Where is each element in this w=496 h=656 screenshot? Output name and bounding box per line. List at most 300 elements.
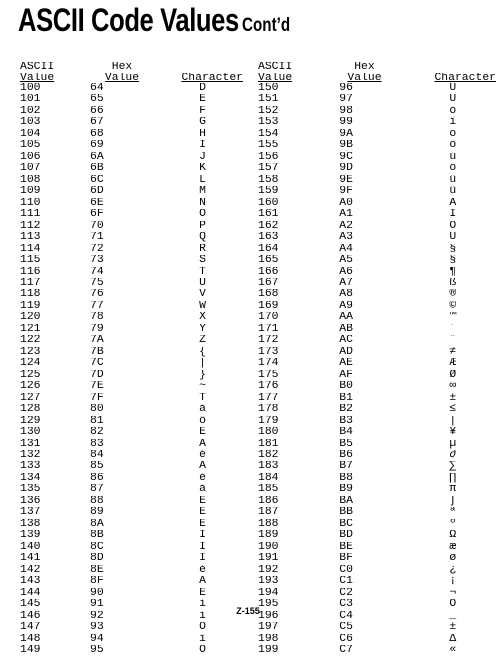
character-cell: N [199,197,206,209]
character-cell: ∞ [449,381,457,393]
table-row [258,312,496,323]
ascii-value-cell: 154 [258,128,279,140]
hex-value-cell: 6D [90,186,104,198]
table-row [258,519,496,530]
table-row [20,519,243,530]
ascii-value-cell: 105 [20,140,41,152]
ascii-value-cell: 139 [20,530,41,542]
character-cell: ª [449,507,457,519]
hex-value-cell: 91 [90,599,104,611]
ascii-value-cell: 136 [20,495,41,507]
table-row [258,439,496,450]
table-row [20,530,243,541]
hex-value-cell: B5 [339,438,353,450]
character-cell: Z [199,335,206,347]
character-cell: ´ [449,323,457,335]
table-row [20,152,243,163]
ascii-value-cell: 174 [258,358,279,370]
ascii-table-left-body [20,83,243,656]
table-row [20,324,243,335]
table-row [20,312,243,323]
hex-value-cell: 7E [90,381,104,393]
ascii-value-cell: 121 [20,323,41,335]
table-row [20,553,243,564]
ascii-value-header: Value [20,72,55,83]
hex-value-cell: B1 [339,392,353,404]
character-cell: X [199,312,206,324]
table-row [258,507,496,518]
ascii-value-cell: 147 [20,622,41,634]
table-row [258,427,496,438]
character-cell: I [449,209,457,221]
ascii-value-cell: 183 [258,461,279,473]
ascii-value-cell: 125 [20,369,41,381]
ascii-value-cell: 128 [20,404,41,416]
hex-value-cell: A4 [339,243,353,255]
hex-value-cell: AC [339,335,353,347]
character-cell: Δ [449,633,457,645]
character-cell: I [199,530,206,542]
hex-value-cell: C1 [339,576,353,588]
hex-value-cell: A8 [339,289,353,301]
character-cell: | [199,358,206,370]
table-row [258,416,496,427]
hex-value-cell: 8B [90,530,104,542]
ascii-value-cell: 190 [258,541,279,553]
character-cell: { [199,346,206,358]
character-cell: H [199,128,206,140]
hex-value-cell: B3 [339,415,353,427]
hex-value-cell: 65 [90,94,104,106]
character-cell: é [199,564,206,576]
table-row [258,324,496,335]
hex-value-cell: 83 [90,438,104,450]
hex-value-cell: 99 [339,117,353,129]
table-row [20,106,243,117]
character-cell: õ [449,163,457,175]
table-row [258,634,496,645]
hex-value-cell: 73 [90,255,104,267]
character-cell: T [199,266,206,278]
table-row [258,106,496,117]
hex-value-cell: 79 [90,323,104,335]
ascii-value-cell: 140 [20,541,41,553]
hex-value-cell: 9C [339,151,353,163]
ascii-value-cell: 155 [258,140,279,152]
ascii-value-cell: 131 [20,438,41,450]
character-cell: ö [449,128,457,140]
ascii-header: ASCII [20,62,55,73]
table-row [20,484,243,495]
ascii-value-cell: 114 [20,243,41,255]
character-cell: E [199,495,206,507]
hex-value-cell: B6 [339,450,353,461]
hex-value-cell: 6A [90,151,104,163]
character-cell: E [199,587,206,599]
character-cell: I [199,553,206,565]
hex-value-cell: 80 [90,404,104,416]
hex-value-cell: 8E [90,564,104,576]
character-cell: J [199,151,206,163]
hex-value-cell: BC [339,518,353,530]
table-row [258,347,496,358]
hex-value-cell: B8 [339,472,353,484]
ascii-value-header: Value [258,72,293,83]
hex-value-cell: 8C [90,541,104,553]
table-row [20,163,243,174]
ascii-value-cell: 180 [258,427,279,439]
character-cell: õ [449,140,457,152]
table-row [20,94,243,105]
ascii-value-cell: 176 [258,381,279,393]
ascii-value-cell: 175 [258,369,279,381]
ascii-value-cell: 195 [258,599,279,611]
ascii-value-cell: 113 [20,232,41,244]
hex-value-cell: AF [339,369,353,381]
table-row [258,473,496,484]
hex-value-cell: A9 [339,300,353,312]
character-cell: ~ [199,381,206,393]
ascii-value-cell: 110 [20,197,41,209]
character-cell: î [449,117,457,129]
character-cell: L [199,174,206,186]
ascii-value-cell: 118 [20,289,41,301]
character-cell: U [199,277,206,289]
ascii-value-cell: 144 [20,587,41,599]
table-row [258,484,496,495]
hex-value-header: Value [347,72,382,83]
hex-value-cell: BF [339,553,353,565]
ascii-value-cell: 119 [20,300,41,312]
table-row [20,232,243,243]
character-cell: E [199,94,206,106]
ascii-header: ASCII [258,62,293,73]
page-number: Z-155 [236,606,260,616]
ascii-value-cell: 127 [20,392,41,404]
hex-header: Hex [354,62,375,73]
ascii-value-cell: 130 [20,427,41,439]
hex-value-cell: 6C [90,174,104,186]
ascii-value-cell: 120 [20,312,41,324]
table-row [258,622,496,633]
hex-value-cell: AE [339,358,353,370]
character-cell: M [199,186,206,198]
character-cell: á [199,404,206,416]
table-row [258,530,496,541]
ascii-value-cell: 191 [258,553,279,565]
character-cell: ¥ [449,427,457,439]
table-row [258,370,496,381]
hex-value-cell: 75 [90,277,104,289]
hex-value-cell: 7C [90,358,104,370]
table-row [258,255,496,266]
ascii-table-right [258,62,496,656]
table-row [258,129,496,140]
table-row [258,278,496,289]
character-cell: ≠ [449,346,457,358]
table-row [20,301,243,312]
hex-value-cell: 6F [90,209,104,221]
ascii-value-cell: 184 [258,472,279,484]
ascii-value-cell: 124 [20,358,41,370]
table-row [258,645,496,656]
table-row [258,565,496,576]
hex-value-cell: C3 [339,599,353,611]
hex-value-cell: 67 [90,117,104,129]
page-title [18,4,290,36]
ascii-value-cell: 187 [258,507,279,519]
ascii-value-cell: 157 [258,163,279,175]
character-cell: ü [449,186,457,198]
character-cell: Q [199,232,206,244]
table-row [20,393,243,404]
character-cell: ô [199,415,206,427]
hex-value-cell: AB [339,323,353,335]
character-cell: « [449,644,457,656]
table-row [258,404,496,415]
ascii-value-cell: 166 [258,266,279,278]
ascii-value-cell: 194 [258,587,279,599]
ascii-value-cell: 185 [258,484,279,496]
ascii-value-cell: 186 [258,495,279,507]
ascii-value-cell: 112 [20,220,41,232]
character-cell: ∏ [449,472,457,484]
ascii-value-cell: 145 [20,599,41,611]
hex-value-cell: C0 [339,564,353,576]
hex-value-cell: AD [339,346,353,358]
character-cell: I [199,140,206,152]
table-row [20,255,243,266]
character-cell: Å [199,576,206,588]
ascii-value-cell: 197 [258,622,279,634]
character-cell: O [199,622,206,634]
table-header-row [20,62,243,73]
hex-value-cell: 86 [90,472,104,484]
table-row [20,565,243,576]
character-cell: I [199,541,206,553]
hex-value-cell: 97 [339,94,353,106]
table-row [258,450,496,461]
ascii-value-cell: 159 [258,186,279,198]
ascii-value-cell: 177 [258,392,279,404]
character-header [162,62,243,73]
character-cell: G [199,117,206,129]
ascii-value-cell: 164 [258,243,279,255]
character-cell: S [199,255,206,267]
character-cell: P [199,220,206,232]
table-row [258,393,496,404]
ascii-value-cell: 148 [20,633,41,645]
ascii-value-cell: 168 [258,289,279,301]
hex-value-cell: 81 [90,415,104,427]
hex-value-cell: B7 [339,461,353,473]
table-row [258,83,496,94]
ascii-value-cell: 143 [20,576,41,588]
table-row [20,461,243,472]
ascii-value-cell: 122 [20,335,41,347]
ascii-value-cell: 181 [258,438,279,450]
table-row [258,198,496,209]
page-title-continued: Cont’d [242,15,291,36]
table-row [20,289,243,300]
character-cell: ∂ [449,450,457,461]
ascii-value-cell: 135 [20,484,41,496]
table-row [20,416,243,427]
hex-value-cell: 94 [90,633,104,645]
ascii-value-cell: 163 [258,232,279,244]
character-cell: Ø [449,369,457,381]
character-cell: E [199,427,206,439]
ascii-value-cell: 149 [20,644,41,656]
hex-value-cell: 87 [90,484,104,496]
table-row [20,129,243,140]
character-cell: U [449,94,457,106]
hex-value-header: Value [104,72,140,83]
ascii-value-cell: 151 [258,94,279,106]
ascii-value-cell: 188 [258,518,279,530]
table-row [20,117,243,128]
hex-value-cell: C7 [339,644,353,656]
hex-value-cell: B9 [339,484,353,496]
character-cell: O [449,220,457,232]
ascii-value-cell: 152 [258,105,279,117]
character-cell: § [449,255,457,267]
character-value-header: Character [434,72,496,83]
table-row [258,221,496,232]
ascii-value-cell: 109 [20,186,41,198]
hex-value-cell: 84 [90,450,104,461]
character-cell: D [199,83,206,94]
ascii-value-cell: 132 [20,450,41,461]
table-row [20,244,243,255]
character-cell: µ [449,438,457,450]
character-cell: ¶ [449,266,457,278]
hex-value-cell: 70 [90,220,104,232]
table-row [20,335,243,346]
hex-value-cell: 69 [90,140,104,152]
hex-value-cell: 82 [90,427,104,439]
table-row [258,267,496,278]
ascii-value-cell: 153 [258,117,279,129]
hex-value-cell: BB [339,507,353,519]
character-cell: F [199,105,206,117]
character-cell: í [199,599,206,611]
table-row [20,370,243,381]
ascii-value-cell: 179 [258,415,279,427]
hex-value-cell: 95 [90,644,104,656]
table-row [20,576,243,587]
hex-value-cell: 6E [90,197,104,209]
character-cell: é [199,450,206,461]
hex-value-cell: A1 [339,209,353,221]
character-value-header: Character [181,72,243,83]
ascii-value-cell: 108 [20,174,41,186]
hex-value-cell: AA [339,312,353,324]
table-row [258,289,496,300]
table-row [258,542,496,553]
table-header-row [258,62,496,73]
hex-value-cell: 76 [90,289,104,301]
character-cell: ∑ [449,461,457,473]
ascii-value-cell: 116 [20,266,41,278]
character-cell: K [199,163,206,175]
character-cell: Ô [449,599,457,611]
hex-value-cell: 64 [90,83,104,94]
ascii-value-cell: 167 [258,277,279,289]
ascii-value-cell: 161 [258,209,279,221]
character-cell: æ [449,541,457,553]
table-row [20,634,243,645]
ascii-value-cell: 156 [258,151,279,163]
table-row [20,404,243,415]
table-row [258,496,496,507]
table-row [20,450,243,461]
character-cell: ≤ [449,404,457,416]
hex-value-cell: 8A [90,518,104,530]
character-cell: A [199,461,206,473]
page-title-main: ASCII Code Values [18,2,239,38]
table-row [258,576,496,587]
character-cell: W [199,300,206,312]
character-cell: E [199,507,206,519]
hex-value-cell: C5 [339,622,353,634]
table-row [258,209,496,220]
character-cell: V [199,289,206,301]
table-row [20,507,243,518]
table-row [20,496,243,507]
hex-value-cell: 77 [90,300,104,312]
ascii-value-cell: 198 [258,633,279,645]
hex-value-cell: 78 [90,312,104,324]
hex-value-cell: C4 [339,610,353,622]
table-row [20,140,243,151]
ascii-value-cell: 106 [20,151,41,163]
character-cell: E [199,518,206,530]
character-cell: Ω [449,530,457,542]
table-row [258,553,496,564]
ascii-value-cell: 178 [258,404,279,416]
hex-value-cell: 7A [90,335,104,347]
hex-value-cell: A0 [339,197,353,209]
hex-value-cell: 89 [90,507,104,519]
ascii-value-cell: 172 [258,335,279,347]
ascii-value-cell: 123 [20,346,41,358]
ascii-table-right-body [258,83,496,656]
table-row [258,163,496,174]
hex-value-cell: 9A [339,128,353,140]
hex-value-cell: 8F [90,576,104,588]
table-row [258,232,496,243]
hex-value-cell: 9E [339,174,353,186]
ascii-value-cell: 129 [20,415,41,427]
ascii-value-cell: 117 [20,277,41,289]
ascii-value-cell: 171 [258,323,279,335]
character-cell: ò [449,105,457,117]
hex-value-cell: 7F [90,392,104,404]
hex-value-cell: A2 [339,220,353,232]
table-row [258,140,496,151]
hex-value-cell: 68 [90,128,104,140]
character-cell: A [199,438,206,450]
hex-value-cell: BE [339,541,353,553]
table-row [258,301,496,312]
hex-value-cell: 93 [90,622,104,634]
ascii-value-cell: 189 [258,530,279,542]
table-header-row [258,73,496,84]
ascii-value-cell: 137 [20,507,41,519]
hex-value-cell: 90 [90,587,104,599]
ascii-value-cell: 134 [20,472,41,484]
